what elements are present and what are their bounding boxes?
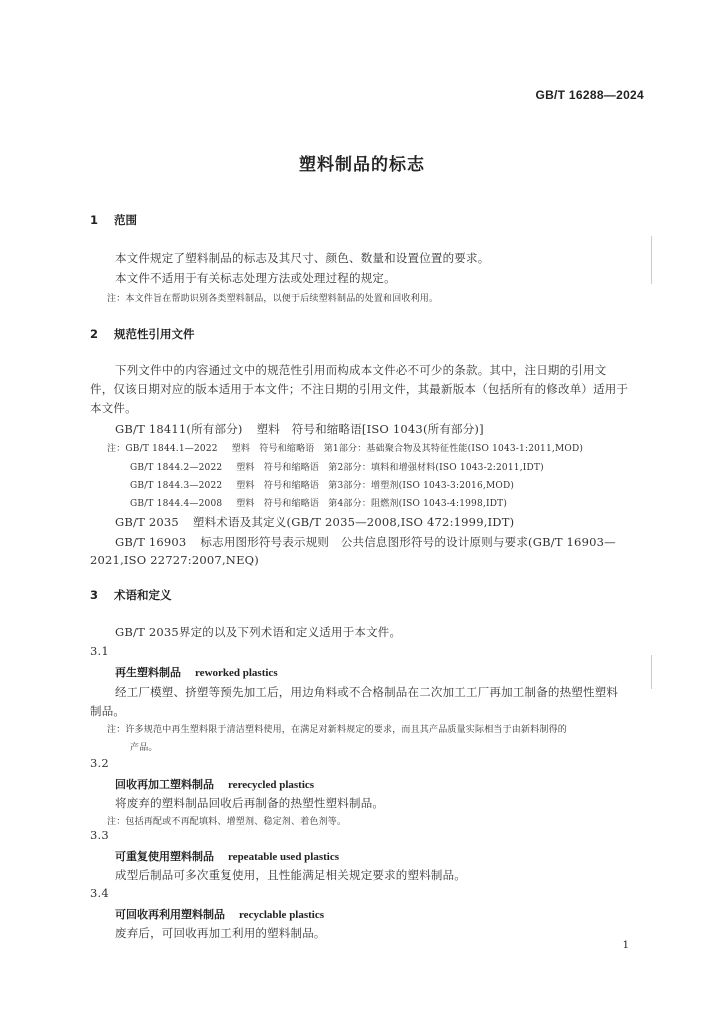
note: 注：本文件旨在帮助识别各类塑料制品，以便于后续塑料制品的处置和回收利用。 — [107, 294, 439, 304]
term-cn: 再生塑料制品 — [115, 666, 181, 679]
term-heading — [115, 848, 339, 864]
reference-note: GB/T 1844.3—2022 塑料 符号和缩略语 第3部分：增塑剂(ISO 1043-3:2016,MOD) — [130, 481, 515, 491]
term-en: repeatable used plastics — [228, 851, 340, 863]
reference-name: 塑料 符号和缩略语[ISO 1043(所有部分)] — [256, 422, 484, 436]
term-number: 3.3 — [90, 828, 109, 842]
term-en: recyclable plastics — [239, 909, 325, 921]
section-heading — [90, 587, 172, 603]
paragraph: GB/T 2035界定的以及下列术语和定义适用于本文件。 — [115, 625, 402, 639]
margin-line — [651, 236, 652, 284]
term-cn: 可回收再利用塑料制品 — [115, 908, 225, 921]
paragraph: 本文件规定了塑料制品的标志及其尺寸、颜色、数量和设置位置的要求。 — [115, 251, 490, 265]
reference-code: GB/T 2035 — [115, 515, 179, 529]
reference-name: 塑料术语及其定义(GB/T 2035—2008,ISO 472:1999,IDT) — [192, 515, 515, 529]
reference-note: GB/T 1844.2—2022 塑料 符号和缩略语 第2部分：填料和增强材料(ISO 1043-2:2011,IDT) — [130, 463, 544, 473]
reference-item — [115, 514, 514, 530]
paragraph: 本文件不适用于有关标志处理方法或处理过程的规定。 — [115, 271, 396, 285]
section-title: 规范性引用文件 — [114, 327, 195, 341]
reference-note: 注：GB/T 1844.1—2022 塑料 符号和缩略语 第1部分：基础聚合物及其特征性能(ISO 1043-1:2011,MOD) — [107, 444, 584, 454]
term-number: 3.4 — [90, 886, 109, 900]
section-number: 2 — [90, 327, 99, 341]
reference-item — [115, 421, 484, 437]
definition: 将废弃的塑料制品回收后再制备的热塑性塑料制品。 — [115, 796, 385, 810]
paragraph: 下列文件中的内容通过文中的规范性引用而构成本文件必不可少的条款。其中，注日期的引用文 — [115, 363, 607, 377]
reference-item-continued: 2021,ISO 22727:2007,NEQ) — [90, 553, 259, 567]
definition: 经工厂模塑、挤塑等预先加工后，用边角料或不合格制品在二次加工工厂再加工制备的热塑性塑料 — [115, 685, 619, 699]
definition: 制品。 — [90, 704, 126, 718]
definition: 废弃后，可回收再加工利用的塑料制品。 — [115, 926, 326, 940]
page-number: 1 — [622, 940, 629, 951]
term-cn: 回收再加工塑料制品 — [115, 778, 214, 791]
term-en: reworked plastics — [195, 667, 278, 679]
section-heading — [90, 212, 137, 228]
document-title: 塑料制品的标志 — [299, 155, 425, 175]
reference-name: 标志用图形符号表示规则 公共信息图形符号的设计原则与要求(GB/T 16903— — [200, 535, 616, 549]
section-title: 范围 — [114, 213, 137, 227]
paragraph: 本文件。 — [90, 401, 137, 415]
section-number: 1 — [90, 213, 99, 227]
note: 产品。 — [130, 743, 158, 753]
term-number: 3.1 — [90, 644, 109, 658]
margin-line — [651, 655, 652, 689]
term-heading — [115, 776, 314, 792]
reference-note: GB/T 1844.4—2008 塑料 符号和缩略语 第4部分：阻燃剂(ISO 1043-4:1998,IDT) — [130, 499, 508, 509]
term-number: 3.2 — [90, 756, 109, 770]
term-heading — [115, 664, 278, 680]
section-title: 术语和定义 — [114, 588, 172, 602]
section-number: 3 — [90, 588, 99, 602]
note: 注：包括再配或不再配填料、增塑剂、稳定剂、着色剂等。 — [107, 817, 347, 827]
reference-item — [115, 534, 616, 550]
term-cn: 可重复使用塑料制品 — [115, 850, 214, 863]
section-heading — [90, 326, 195, 342]
reference-code: GB/T 16903 — [115, 535, 187, 549]
reference-code: GB/T 18411(所有部分) — [115, 422, 243, 436]
note: 注：许多规范中再生塑料限于清洁塑料使用，在满足对新料规定的要求，而且其产品质量实际相当于由新料制得的 — [107, 725, 568, 735]
definition: 成型后制品可多次重复使用，且性能满足相关规定要求的塑料制品。 — [115, 868, 466, 882]
term-en: rerecycled plastics — [228, 779, 315, 791]
paragraph: 件，仅该日期对应的版本适用于本文件；不注日期的引用文件，其最新版本（包括所有的修改单）适用于 — [90, 382, 629, 396]
standard-number: GB/T 16288—2024 — [535, 88, 644, 102]
term-heading — [115, 906, 324, 922]
